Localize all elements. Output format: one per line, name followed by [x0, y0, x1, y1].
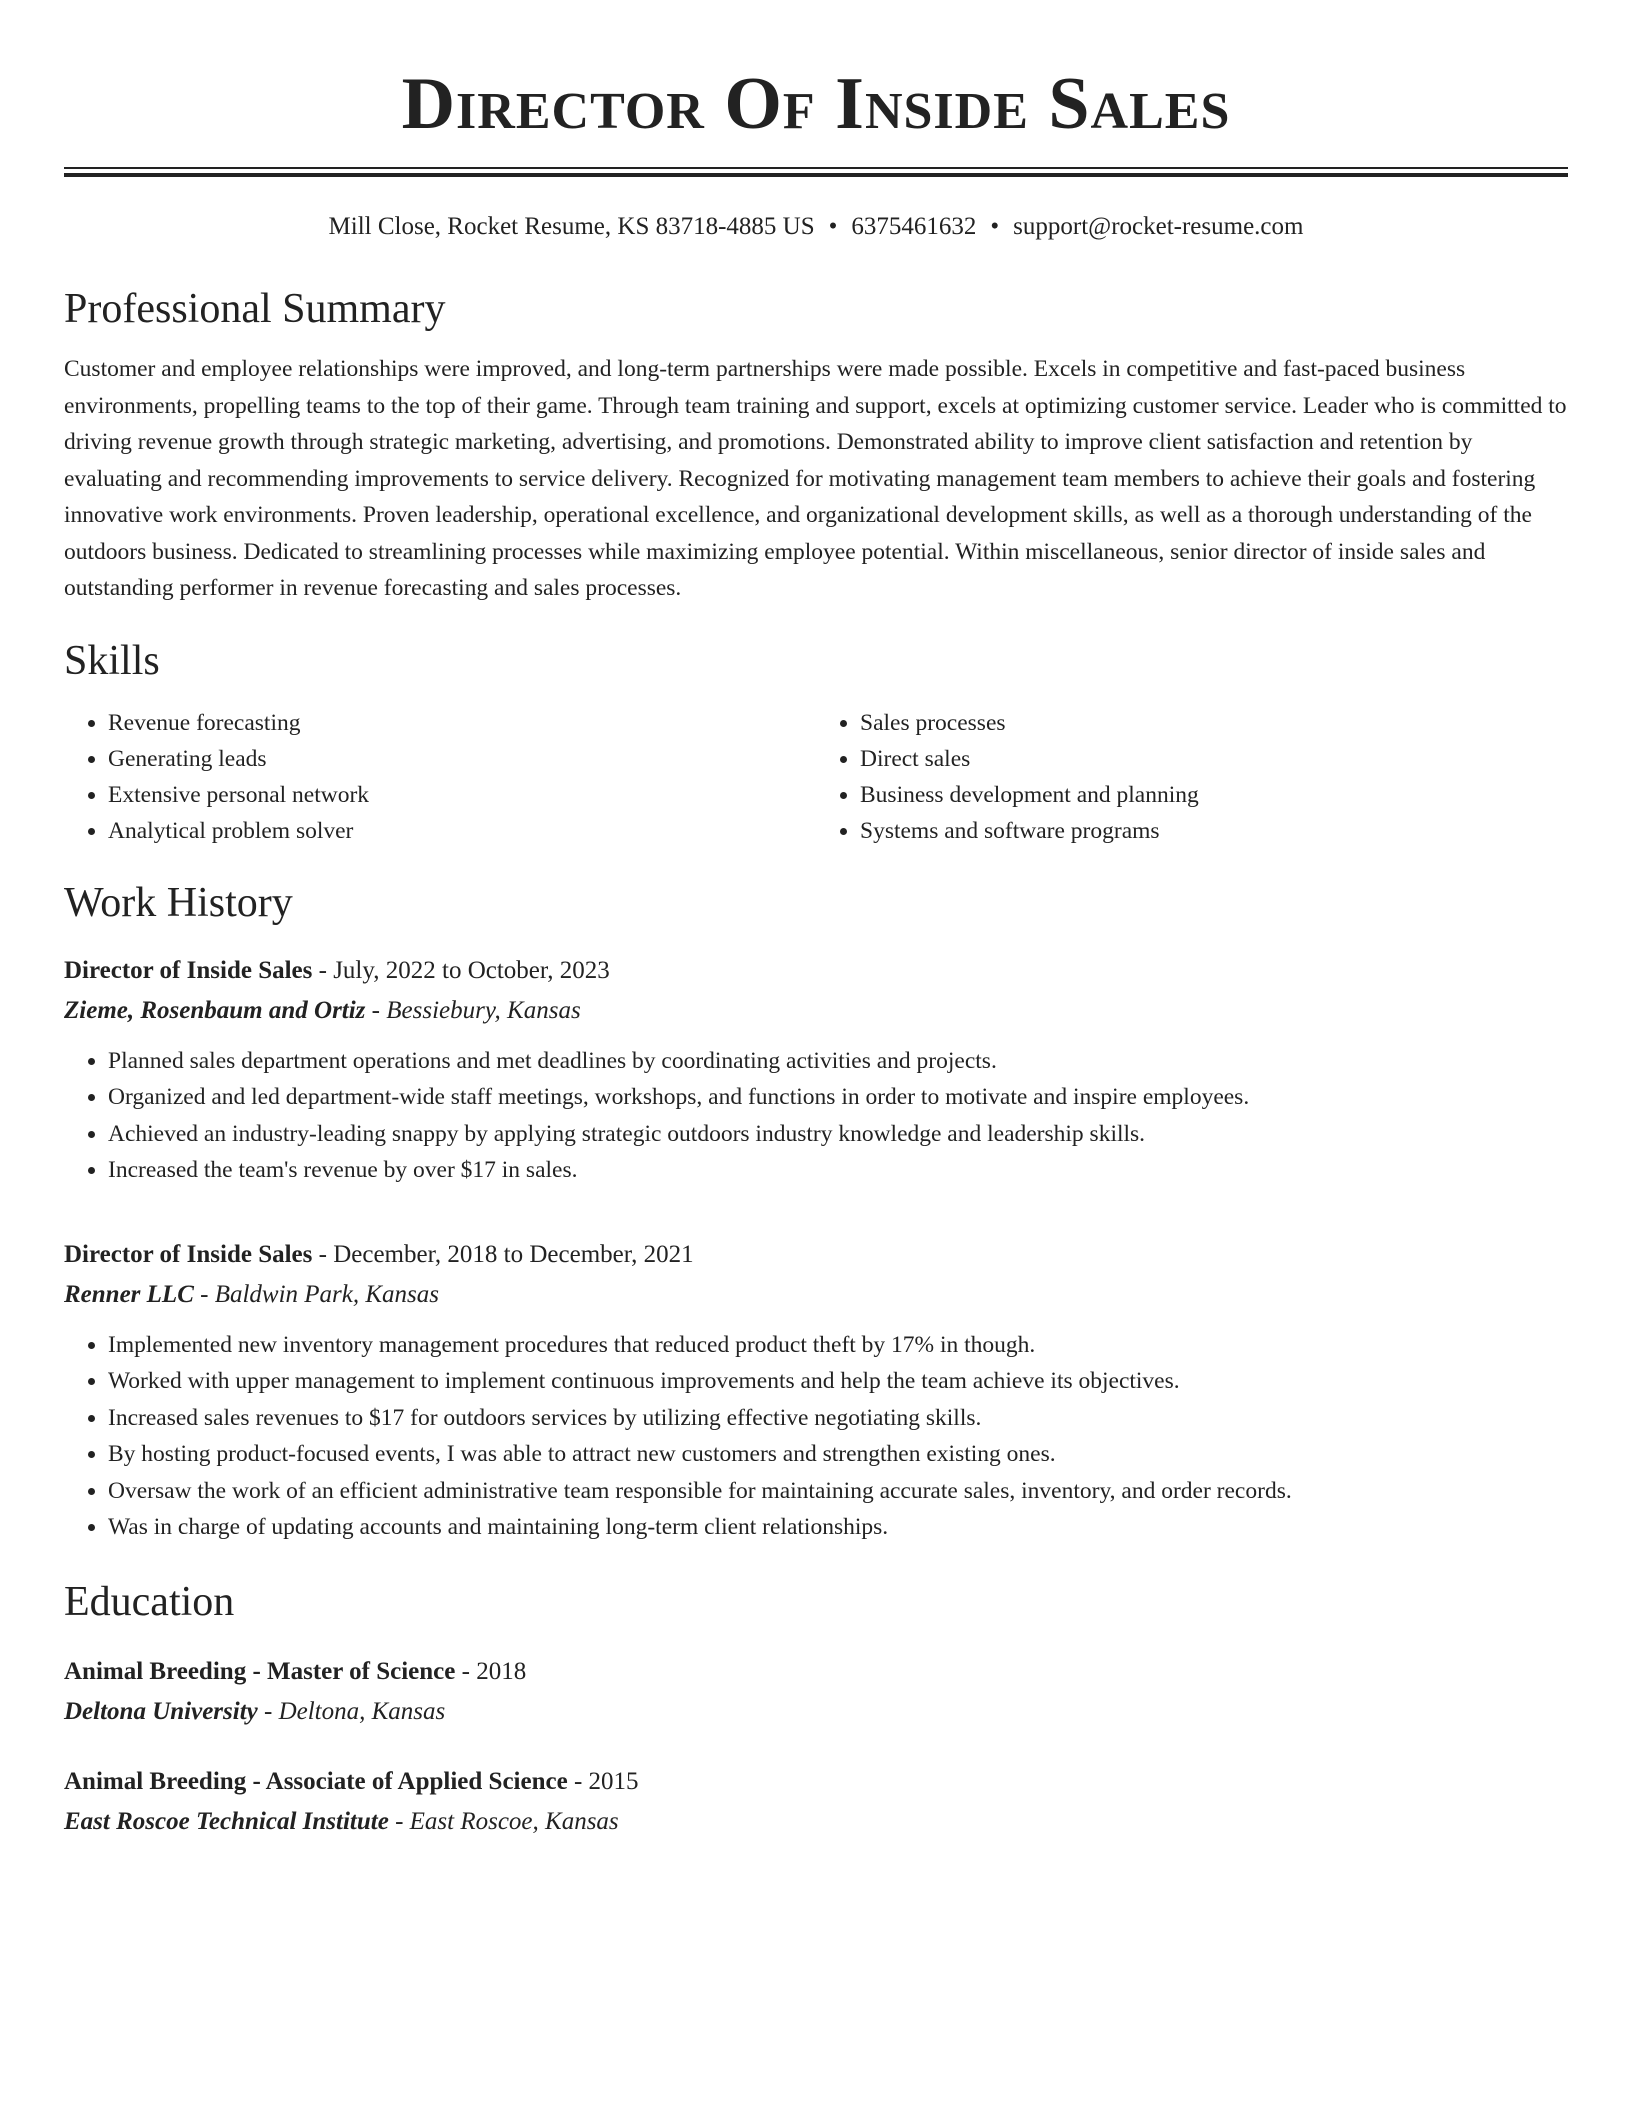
skill-item: • Systems and software programs: [860, 813, 1568, 849]
education-header: [64, 1652, 1568, 1692]
job-bullet: • Organized and led department-wide staff meetings, workshops, and functions in order to motivate and inspire employees.: [108, 1079, 1568, 1116]
job-entry: [64, 1235, 1568, 1546]
education-entry: [64, 1652, 1568, 1732]
job-bullet: • Achieved an industry-leading snappy by applying strategic outdoors industry knowledge and leadership skills.: [108, 1116, 1568, 1153]
summary-text: Customer and employee relationships were improved, and long-term partnerships were made possible. Excels in competitive and fast-paced business environments, propelling teams to the top of their game. Through team training and support, excels at optimizing customer service. Leader who is committed to driving revenue growth through strategic marketing, advertising, and promotions. Demonstrated ability to improve client satisfaction and retention by evaluating and recommending improvements to service delivery. Recognized for motivating management team members to achieve their goals and fostering innovative work environments. Proven leadership, operational excellence, and organizational development skills, as well as a thorough understanding of the outdoors business. Dedicated to streamlining processes while maximizing employee potential. Within miscellaneous, senior director of inside sales and outstanding performer in revenue forecasting and sales processes.: [64, 356, 1567, 601]
job-location: - Baldwin Park, Kansas: [193, 1280, 440, 1308]
job-employer: [64, 991, 1568, 1031]
job-dates: - July, 2022 to October, 2023: [312, 956, 610, 984]
contact-line: [64, 211, 1568, 243]
job-bullets: [64, 1327, 1568, 1546]
education-location: - Deltona, Kansas: [257, 1697, 446, 1725]
education-degree: Animal Breeding - Associate of Applied Science: [64, 1767, 568, 1795]
job-bullet: • Increased the team's revenue by over $17 in sales.: [108, 1152, 1568, 1189]
job-title: Director of Inside Sales: [64, 1240, 313, 1268]
job-header: [64, 951, 1568, 991]
education-entry: [64, 1762, 1568, 1842]
job-location: - Bessiebury, Kansas: [365, 996, 581, 1024]
skill-item: • Revenue forecasting: [108, 705, 816, 741]
contact-separator: •: [990, 213, 1000, 240]
education-school: Deltona University: [64, 1697, 258, 1725]
page-title: Director Of Inside Sales: [401, 63, 1231, 145]
title-divider: [64, 167, 1568, 177]
contact-phone: 6375461632: [851, 213, 977, 240]
education-location: - East Roscoe, Kansas: [388, 1807, 619, 1835]
job-bullet: • Oversaw the work of an efficient administrative team responsible for maintaining accurate sales, inventory, and order records.: [108, 1473, 1568, 1510]
job-employer: [64, 1275, 1568, 1315]
contact-address: Mill Close, Rocket Resume, KS 83718-4885 US: [328, 213, 815, 240]
job-bullet: • Increased sales revenues to $17 for outdoors services by utilizing effective negotiating skills.: [108, 1400, 1568, 1437]
job-bullet: • Worked with upper management to implement continuous improvements and help the team achieve its objectives.: [108, 1363, 1568, 1400]
skill-item: • Sales processes: [860, 705, 1568, 741]
job-bullet: • By hosting product-focused events, I was able to attract new customers and strengthen existing ones.: [108, 1436, 1568, 1473]
education-year: - 2015: [567, 1767, 639, 1795]
education-institution: [64, 1692, 1568, 1732]
education-school: East Roscoe Technical Institute: [64, 1807, 389, 1835]
work-history-heading: Work History: [64, 879, 293, 926]
skill-item: • Analytical problem solver: [108, 813, 816, 849]
skill-item: • Generating leads: [108, 741, 816, 777]
job-bullets: [64, 1043, 1568, 1189]
job-company: Renner LLC: [64, 1280, 194, 1308]
summary-heading: Professional Summary: [64, 286, 446, 332]
job-dates: - December, 2018 to December, 2021: [312, 1240, 694, 1268]
job-entry: [64, 951, 1568, 1189]
job-bullet: • Was in charge of updating accounts and maintaining long-term client relationships.: [108, 1509, 1568, 1546]
education-year: - 2018: [455, 1657, 527, 1685]
education-degree: Animal Breeding - Master of Science: [64, 1657, 456, 1685]
skills-list: [64, 705, 1568, 849]
job-bullet: • Planned sales department operations and met deadlines by coordinating activities and projects.: [108, 1043, 1568, 1080]
skill-item: • Extensive personal network: [108, 777, 816, 813]
contact-email: support@rocket-resume.com: [1013, 213, 1304, 240]
education-institution: [64, 1802, 1568, 1842]
job-bullet: • Implemented new inventory management procedures that reduced product theft by 17% in though.: [108, 1327, 1568, 1364]
education-header: [64, 1762, 1568, 1802]
skill-item: • Business development and planning: [860, 777, 1568, 813]
job-title: Director of Inside Sales: [64, 956, 313, 984]
skills-column-right: [816, 705, 1568, 849]
skill-item: • Direct sales: [860, 741, 1568, 777]
contact-separator: •: [828, 213, 838, 240]
education-heading: Education: [64, 1578, 235, 1625]
skills-heading: Skills: [64, 637, 160, 684]
job-company: Zieme, Rosenbaum and Ortiz: [64, 996, 366, 1024]
job-header: [64, 1235, 1568, 1275]
skills-column-left: [64, 705, 816, 849]
